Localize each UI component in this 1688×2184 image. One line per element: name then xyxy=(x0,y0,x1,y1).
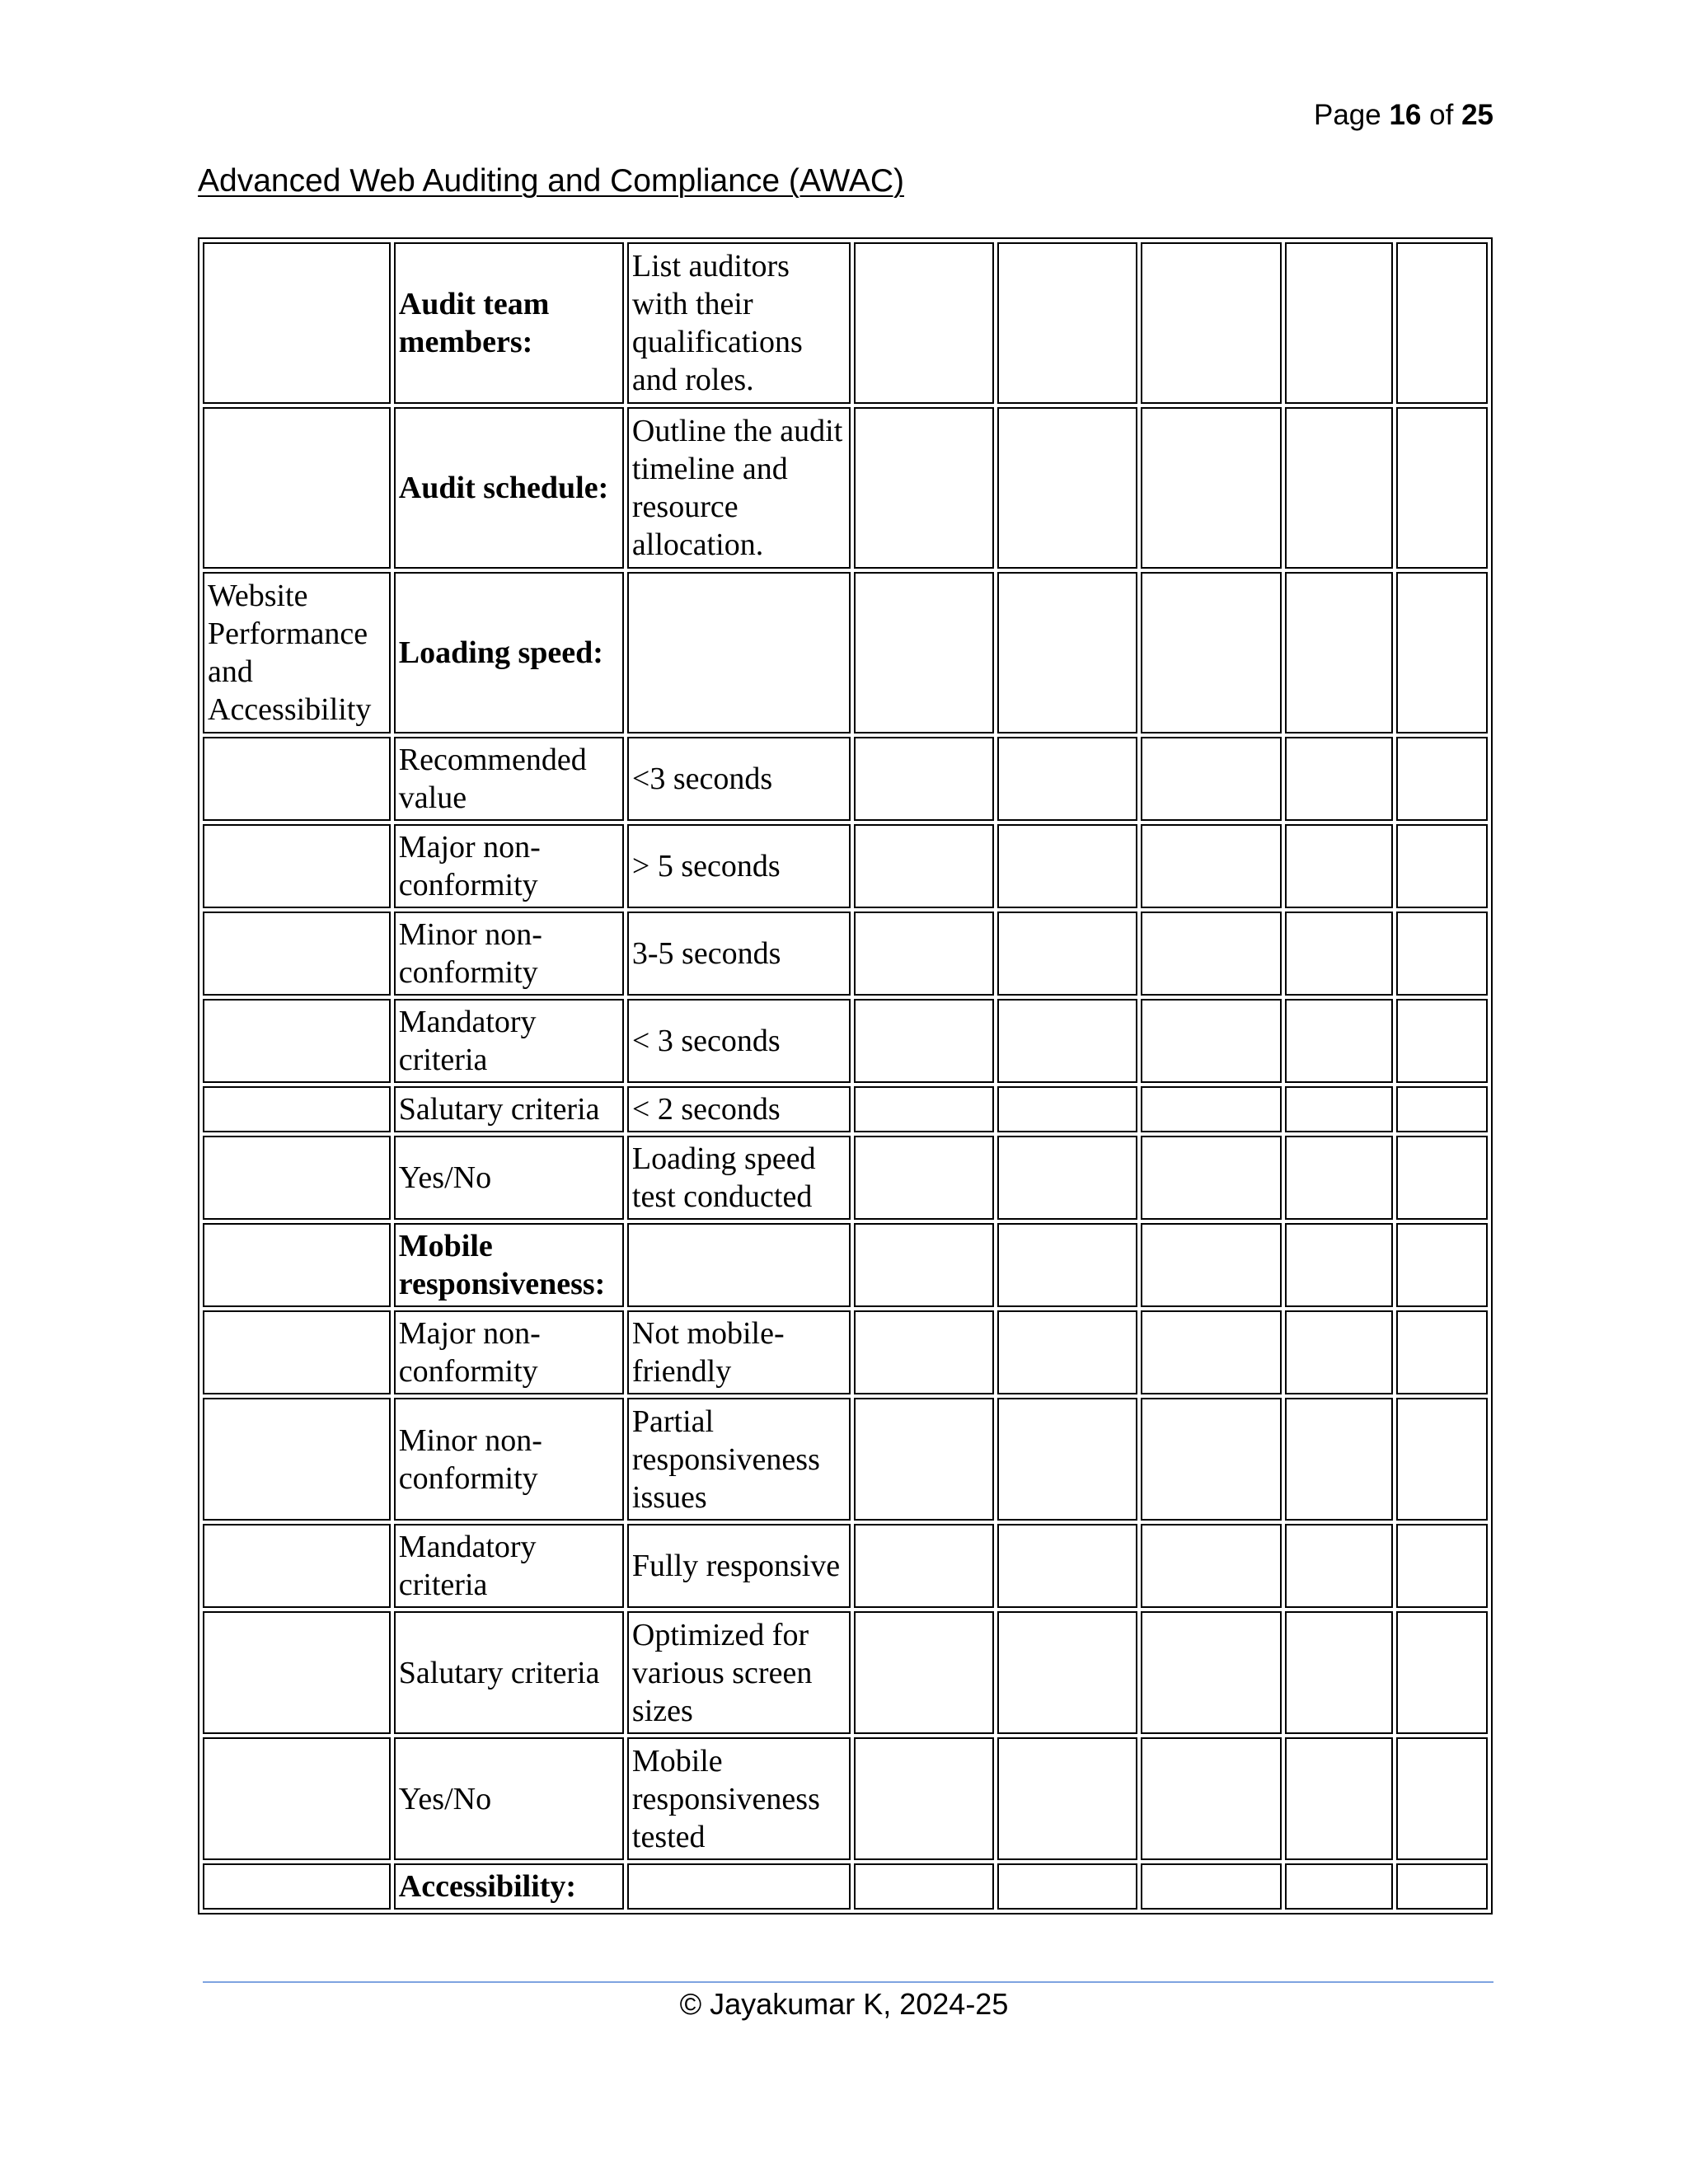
table-row xyxy=(203,1310,1488,1394)
empty-cell xyxy=(1141,1223,1281,1307)
section-cell xyxy=(203,1223,391,1307)
empty-cell xyxy=(1141,1863,1281,1910)
criterion-cell: Mandatory criteria xyxy=(394,999,624,1083)
table-row xyxy=(203,407,1488,569)
empty-cell xyxy=(1396,737,1488,821)
value-cell: Not mobile-friendly xyxy=(627,1310,851,1394)
section-cell xyxy=(203,1611,391,1734)
empty-cell xyxy=(854,1611,994,1734)
section-cell: Website Performance and Accessibility xyxy=(203,572,391,733)
value-cell: <3 seconds xyxy=(627,737,851,821)
empty-cell xyxy=(854,737,994,821)
section-cell xyxy=(203,1086,391,1132)
value-cell: Loading speed test conducted xyxy=(627,1136,851,1220)
section-cell xyxy=(203,824,391,908)
value-cell xyxy=(627,1863,851,1910)
criterion-cell: Mobile responsiveness: xyxy=(394,1223,624,1307)
empty-cell xyxy=(1396,1223,1488,1307)
empty-cell xyxy=(854,1737,994,1860)
value-cell: Fully responsive xyxy=(627,1524,851,1608)
empty-cell xyxy=(1141,824,1281,908)
value-cell: < 2 seconds xyxy=(627,1086,851,1132)
value-cell: List auditors with their qualifications and roles. xyxy=(627,242,851,404)
empty-cell xyxy=(1285,1611,1393,1734)
empty-cell xyxy=(854,242,994,404)
section-cell xyxy=(203,1737,391,1860)
empty-cell xyxy=(1396,1863,1488,1910)
footer-copyright: © Jayakumar K, 2024-25 xyxy=(679,1987,1009,2021)
empty-cell xyxy=(1285,1136,1393,1220)
table-row xyxy=(203,1524,1488,1608)
empty-cell xyxy=(997,1398,1137,1521)
page-label: Page xyxy=(1313,99,1381,131)
table-row xyxy=(203,242,1488,404)
empty-cell xyxy=(997,1136,1137,1220)
section-cell xyxy=(203,1863,391,1910)
empty-cell xyxy=(854,912,994,996)
criterion-cell: Audit schedule: xyxy=(394,407,624,569)
empty-cell xyxy=(1396,572,1488,733)
section-cell xyxy=(203,737,391,821)
criterion-cell: Accessibility: xyxy=(394,1863,624,1910)
criterion-cell: Mandatory criteria xyxy=(394,1524,624,1608)
empty-cell xyxy=(854,1310,994,1394)
empty-cell xyxy=(1285,1223,1393,1307)
empty-cell xyxy=(854,999,994,1083)
value-cell: Mobile responsiveness tested xyxy=(627,1737,851,1860)
table-row xyxy=(203,1611,1488,1734)
empty-cell xyxy=(1141,737,1281,821)
empty-cell xyxy=(854,824,994,908)
table-row xyxy=(203,1136,1488,1220)
page-number xyxy=(1314,97,1493,134)
empty-cell xyxy=(997,999,1137,1083)
empty-cell xyxy=(1141,572,1281,733)
criterion-cell: Salutary criteria xyxy=(394,1086,624,1132)
empty-cell xyxy=(1285,242,1393,404)
empty-cell xyxy=(997,407,1137,569)
empty-cell xyxy=(997,912,1137,996)
empty-cell xyxy=(854,1398,994,1521)
empty-cell xyxy=(854,1223,994,1307)
empty-cell xyxy=(1285,1086,1393,1132)
value-cell: 3-5 seconds xyxy=(627,912,851,996)
empty-cell xyxy=(1396,1737,1488,1860)
section-cell xyxy=(203,1524,391,1608)
footer-rule xyxy=(203,1981,1493,1983)
empty-cell xyxy=(1285,1737,1393,1860)
section-cell xyxy=(203,1310,391,1394)
empty-cell xyxy=(1285,1398,1393,1521)
section-cell xyxy=(203,1398,391,1521)
table-row xyxy=(203,1086,1488,1132)
table-row xyxy=(203,824,1488,908)
empty-cell xyxy=(997,242,1137,404)
empty-cell xyxy=(1285,407,1393,569)
table-row xyxy=(203,1398,1488,1521)
empty-cell xyxy=(997,737,1137,821)
empty-cell xyxy=(1396,1310,1488,1394)
empty-cell xyxy=(997,1611,1137,1734)
empty-cell xyxy=(1141,1524,1281,1608)
page-of: of xyxy=(1429,99,1454,131)
empty-cell xyxy=(997,572,1137,733)
empty-cell xyxy=(997,1223,1137,1307)
empty-cell xyxy=(1285,737,1393,821)
empty-cell xyxy=(854,1136,994,1220)
empty-cell xyxy=(1141,1310,1281,1394)
page-current: 16 xyxy=(1389,99,1422,131)
empty-cell xyxy=(1396,1611,1488,1734)
empty-cell xyxy=(1396,1086,1488,1132)
value-cell: Optimized for various screen sizes xyxy=(627,1611,851,1734)
empty-cell xyxy=(997,1310,1137,1394)
section-cell xyxy=(203,407,391,569)
empty-cell xyxy=(1141,242,1281,404)
empty-cell xyxy=(1141,1611,1281,1734)
empty-cell xyxy=(1396,999,1488,1083)
empty-cell xyxy=(1285,912,1393,996)
empty-cell xyxy=(1141,1136,1281,1220)
table-row xyxy=(203,999,1488,1083)
value-cell xyxy=(627,572,851,733)
section-cell xyxy=(203,1136,391,1220)
empty-cell xyxy=(1141,407,1281,569)
empty-cell xyxy=(854,407,994,569)
empty-cell xyxy=(1396,1524,1488,1608)
empty-cell xyxy=(1285,1524,1393,1608)
empty-cell xyxy=(854,1086,994,1132)
table-row xyxy=(203,1863,1488,1910)
criterion-cell: Yes/No xyxy=(394,1737,624,1860)
empty-cell xyxy=(997,1086,1137,1132)
section-cell xyxy=(203,912,391,996)
criterion-cell: Yes/No xyxy=(394,1136,624,1220)
value-cell: > 5 seconds xyxy=(627,824,851,908)
empty-cell xyxy=(1285,824,1393,908)
value-cell: < 3 seconds xyxy=(627,999,851,1083)
criterion-cell: Audit team members: xyxy=(394,242,624,404)
empty-cell xyxy=(1396,1136,1488,1220)
audit-criteria-table xyxy=(198,237,1493,1915)
criterion-cell: Recommended value xyxy=(394,737,624,821)
criterion-cell: Salutary criteria xyxy=(394,1611,624,1734)
empty-cell xyxy=(1285,999,1393,1083)
table-row xyxy=(203,912,1488,996)
empty-cell xyxy=(1141,999,1281,1083)
empty-cell xyxy=(1141,1398,1281,1521)
empty-cell xyxy=(1141,1086,1281,1132)
empty-cell xyxy=(1285,572,1393,733)
criterion-cell: Minor non-conformity xyxy=(394,1398,624,1521)
value-cell xyxy=(627,1223,851,1307)
table-row xyxy=(203,1737,1488,1860)
value-cell: Outline the audit timeline and resource allocation. xyxy=(627,407,851,569)
empty-cell xyxy=(1396,912,1488,996)
section-cell xyxy=(203,242,391,404)
empty-cell xyxy=(1285,1310,1393,1394)
empty-cell xyxy=(1396,407,1488,569)
table-row xyxy=(203,572,1488,733)
empty-cell xyxy=(1285,1863,1393,1910)
document-title: Advanced Web Auditing and Compliance (AWAC) xyxy=(198,163,904,199)
empty-cell xyxy=(997,1524,1137,1608)
criterion-cell: Major non-conformity xyxy=(394,1310,624,1394)
empty-cell xyxy=(1141,1737,1281,1860)
empty-cell xyxy=(997,1863,1137,1910)
empty-cell xyxy=(854,1863,994,1910)
table-row xyxy=(203,1223,1488,1307)
empty-cell xyxy=(997,1737,1137,1860)
empty-cell xyxy=(997,824,1137,908)
criterion-cell: Minor non-conformity xyxy=(394,912,624,996)
empty-cell xyxy=(1141,912,1281,996)
criterion-cell: Loading speed: xyxy=(394,572,624,733)
empty-cell xyxy=(1396,242,1488,404)
empty-cell xyxy=(854,572,994,733)
empty-cell xyxy=(1396,824,1488,908)
section-cell xyxy=(203,999,391,1083)
table-row xyxy=(203,737,1488,821)
empty-cell xyxy=(1396,1398,1488,1521)
value-cell: Partial responsiveness issues xyxy=(627,1398,851,1521)
empty-cell xyxy=(854,1524,994,1608)
criterion-cell: Major non-conformity xyxy=(394,824,624,908)
page-total: 25 xyxy=(1461,99,1493,131)
table-body xyxy=(203,242,1488,1910)
